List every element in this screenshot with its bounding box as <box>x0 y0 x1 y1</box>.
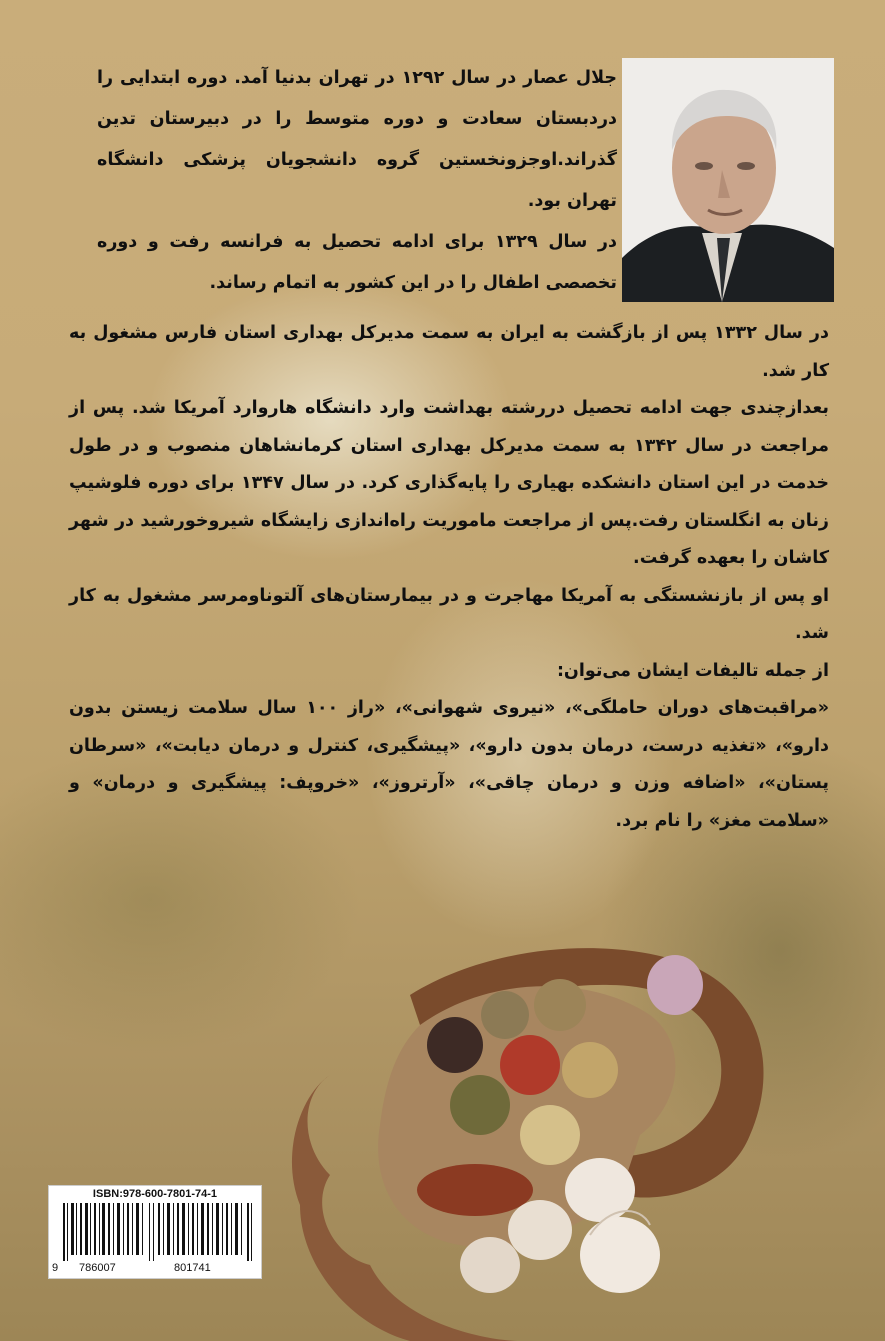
author-portrait-image <box>622 58 834 302</box>
spices-illustration <box>290 905 790 1341</box>
barcode-bars <box>63 1203 253 1261</box>
author-paragraph: جلال عصار در سال ۱۲۹۲ در تهران بدنیا آمد. دوره ابتدایی را دردبستان سعادت و دوره متوسط را در دبیرستان تدین گذراند.اوجزونخستین گروه دانشجویان پزشکی دانشگاه تهران بود. <box>97 68 617 211</box>
author-intro-text <box>97 58 617 304</box>
biography-paragraph: در سال ۱۳۳۲ پس از بازگشت به ایران به سمت مدیرکل بهداری استان فارس مشغول به کار شد. <box>69 323 829 381</box>
author-photo <box>622 58 834 302</box>
isbn-barcode <box>48 1185 262 1279</box>
biography-paragraph: از جمله تالیفات ایشان می‌توان: <box>556 660 829 681</box>
isbn-label: ISBN:978-600-7801-74-1 <box>92 1188 218 1200</box>
barcode-digits-right: 801741 <box>174 1262 211 1274</box>
biography-paragraph: بعدازچندی جهت ادامه تحصیل دررشته بهداشت وارد دانشگاه هاروارد آمریکا شد. پس از مراجعت در سال ۱۳۴۲ به سمت مدیرکل بهداری استان کرمانشاهان منصوب و در طول خدمت در این استان دانشکده بهیاری را پایه‌گذاری کرد. در سال ۱۳۴۷ برای دوره فلوشیپ زنان به انگلستان رفت.پس از مراجعت ماموریت راه‌اندازی زایشگاه شیروخورشید در شهر کاشان را بعهده گرفت. <box>69 398 829 568</box>
author-paragraph: در سال ۱۳۲۹ برای ادامه تحصیل به فرانسه رفت و دوره تخصصی اطفال را در این کشور به اتمام رساند. <box>97 232 617 293</box>
books-list: «مراقبت‌های دوران حاملگی»، «نیروی شهوانی»، «راز ۱۰۰ سال سلامت زیستن بدون دارو»، «تغذیه درست، درمان بدون دارو»، «پیشگیری، کنترل و درمان دیابت»، «سرطان پستان»، «اضافه وزن و درمان چاقی»، «آرتروز»، «خروپف: پیشگیری و درمان» و «سلامت مغز» را نام برد. <box>69 698 830 831</box>
biography-text <box>69 315 829 840</box>
barcode-digit-first: 9 <box>52 1262 59 1274</box>
biography-paragraph: او پس از بازنشستگی به آمریکا مهاجرت و در بیمارستان‌های آلتوناومرسر مشغول به کار شد. <box>69 585 829 643</box>
barcode-digits-left: 786007 <box>79 1262 116 1274</box>
